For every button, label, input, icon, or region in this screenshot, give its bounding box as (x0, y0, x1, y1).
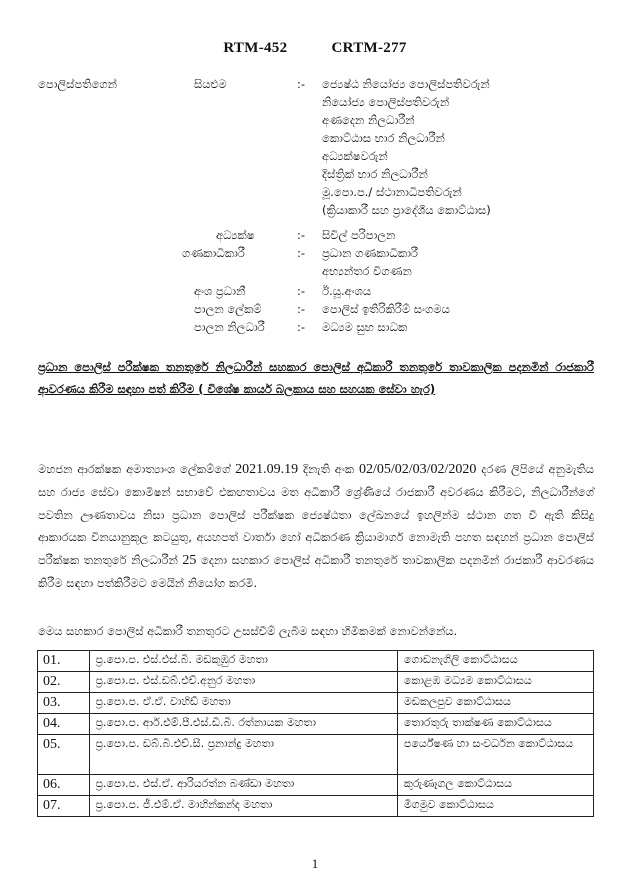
recipient-group-label: අධ්‍යක්ෂ (216, 228, 255, 242)
reference-crtm: CRTM-277 (331, 40, 407, 56)
recipient-group-label: පාලන ලේකම් (194, 302, 262, 316)
division-name: මීගමුව කොට්ඨාසය (397, 796, 593, 817)
officer-name: ප්‍ර.පො.ප. එස්.ඒ. ආරියරත්න බණ්ඩා මහතා (89, 775, 397, 796)
division-name: තොරතුරු තාක්ෂණ කොට්ඨාසය (397, 714, 593, 735)
appointments-table (37, 650, 594, 817)
address-row (0, 165, 630, 183)
body-paragraph (38, 458, 594, 594)
table-row (38, 651, 594, 672)
address-row (0, 300, 630, 318)
reference-rtm: RTM-452 (223, 40, 288, 56)
recipient-group-label: ගණකාධිකාරී (182, 246, 245, 260)
officer-name: ප්‍ර.පො.ප. ආර්.එම්.පී.එස්.ඩී.බී. රත්නායක මහතා (89, 714, 397, 735)
recipient: පොලිස් ඉතිරිකිරීම් සංගමය (322, 302, 450, 316)
address-row (0, 183, 630, 201)
row-number: 04. (38, 714, 90, 735)
address-row (0, 226, 630, 244)
body-text: දෙනා සහකාර පොලිස් අධිකාරී තනතුරේ තාවකාලික පදනමින් රාජකාරී ආවරණය කිරීම සඳහා පත්කිරීමට මෙයින් නියෝග කරමි. (38, 552, 595, 591)
address-row (0, 111, 630, 129)
division-name: මඩකලපුව කොට්ඨාසය (397, 693, 593, 714)
separator: :- (297, 77, 306, 91)
table-row (38, 672, 594, 693)
row-number: 03. (38, 693, 90, 714)
sender-label: පොලිස්පතිගෙන් (38, 77, 117, 91)
officer-name: ප්‍ර.පො.ප. ඒ.ඒ. වාහිඩ් මහතා (89, 693, 397, 714)
reference-numbers (0, 40, 630, 57)
recipient: අභ්‍යන්තර විගණන (322, 264, 412, 278)
recipient: ප්‍රධාන ගණකාධිකාරී (322, 246, 418, 260)
division-name: පර්යේෂණ හා සංවර්ධන කොට්ඨාසය (397, 735, 593, 775)
page-number: 1 (311, 856, 319, 871)
division-name: කුරුණෑගල කොට්ඨාසය (397, 775, 593, 796)
officer-name: ප්‍ර.පො.ප. එස්.ඩබ්.එච්.අනුර මහතා (89, 672, 397, 693)
address-row (0, 262, 630, 280)
table-row (38, 714, 594, 735)
row-number: 07. (38, 796, 90, 817)
address-row (0, 318, 630, 336)
recipient: මූ.පො.ප./ ස්ථානාධිපතිවරුන් (322, 185, 462, 199)
address-row (0, 282, 630, 300)
recipient: (ක්‍රියාකාරී සහ ප්‍රාදේශීය කොට්ඨාස) (322, 203, 491, 217)
recipient: මධ්‍යම සුභ සාධක (322, 320, 408, 334)
separator: :- (297, 228, 306, 242)
row-number: 06. (38, 775, 90, 796)
body-text: මහජන ආරක්ෂක අමාත්‍යාංශ ලේකම්ගේ (38, 462, 231, 476)
address-row (0, 93, 630, 111)
address-row (0, 75, 630, 93)
letter-reference-number: 02/05/02/03/02/2020 (358, 462, 477, 477)
body-text: දරණ ලිපියේ අනුමැතිය සහ රාජ්‍ය සේවා කොමිෂන් සභාවේ එකඟතාවය මත අධිකාරී ශ්‍රේණියේ රාජකාරී අවරණය කිරීමට, නිලධාරීන්ගේ පවතින ඌණතාවය නිසා ප්‍රධාන පොලිස් පරීක්ෂක ජ්‍යෙෂ්ඨතා ලේඛනයේ ඉහලින්ම ස්ථාන ගත වී ඇති කිසිදු ආකාරයක විනයානුකූල කටයුතු, අයහපත් වාර්තා හෝ අධිකරණ ක්‍රියාමාර්ග නොමැති පහත සඳහන් ප්‍රධාන පොලිස් පරීක්ෂක තනතුරේ නිලධාරීන් (38, 462, 595, 567)
officer-name: ප්‍ර.පො.ප. ජී.එම්.ඒ. මාහින්කන්ද මහතා (89, 796, 397, 817)
separator: :- (297, 284, 306, 298)
division-name: කොළඹ මධ්‍යම කොට්ඨාසය (397, 672, 593, 693)
separator: :- (297, 320, 306, 334)
recipient-group-label: අංශ ප්‍රධානී (194, 284, 246, 298)
recipient: අණදෙන නිලධාරීන් (322, 113, 415, 127)
separator: :- (297, 246, 306, 260)
entitlement-note: මෙය සහකාර පොලිස් අධිකාරී තනතුරට උසස්වීම් ලැබීම සඳහා හිමිකමක් නොවන්නේය. (38, 624, 458, 638)
address-row (0, 201, 630, 219)
row-number: 01. (38, 651, 90, 672)
recipient: සිවිල් පරිපාලන (322, 228, 396, 242)
recipient: කොට්ඨාස භාර නිලධාරීන් (322, 131, 445, 145)
officer-name: ප්‍ර.පො.ප. ඩබ්.බී.එච්.සී. ප්‍රනාන්දු මහතා (89, 735, 397, 775)
division-name: ගොඩනැගිලි කොට්ඨාසය (397, 651, 593, 672)
body-text: දිනැති අංක (302, 462, 355, 476)
letter-date: 2021.09.19 (235, 462, 299, 477)
letter-subject: ප්‍රධාන පොලිස් පරීක්ෂක තනතුරේ නිලධාරීන් සහකාර පොලිස් අධිකාරී තනතුරේ තාවකාලික පදනමින් රාජකාරී ආවරණය කිරීම සඳහා පත් කිරීම ( විශේෂ කාර්ය බලකාය සහ සහයක සේවා හැර) (38, 360, 594, 396)
table-row (38, 693, 594, 714)
separator: :- (297, 302, 306, 316)
row-number: 05. (38, 735, 90, 775)
recipient: ජ්‍යෙෂ්ඨ නියෝජ්‍ය පොලිස්පතිවරුන් (322, 77, 490, 91)
recipient-group-label: පාලන නිලධාරී (194, 320, 265, 334)
row-number: 02. (38, 672, 90, 693)
recipient-group-label: සියළුම (194, 77, 227, 91)
address-row (0, 244, 630, 262)
recipient: නියෝජ්‍ය පොලිස්පතිවරුන් (322, 95, 450, 109)
table-row (38, 735, 594, 775)
table-row (38, 775, 594, 796)
officer-name: ප්‍ර.පො.ප. එස්.එස්.බී. මඩකුඹුර මහතා (89, 651, 397, 672)
recipient: දිස්ත්‍රික් භාර නිලධාරීන් (322, 167, 428, 181)
table-row (38, 796, 594, 817)
address-row (0, 129, 630, 147)
officer-count: 25 (182, 552, 197, 568)
recipient: අධ්‍යක්ෂවරුන් (322, 149, 388, 163)
address-row (0, 147, 630, 165)
recipient: ඊ.යූ.අංශය (322, 284, 372, 298)
